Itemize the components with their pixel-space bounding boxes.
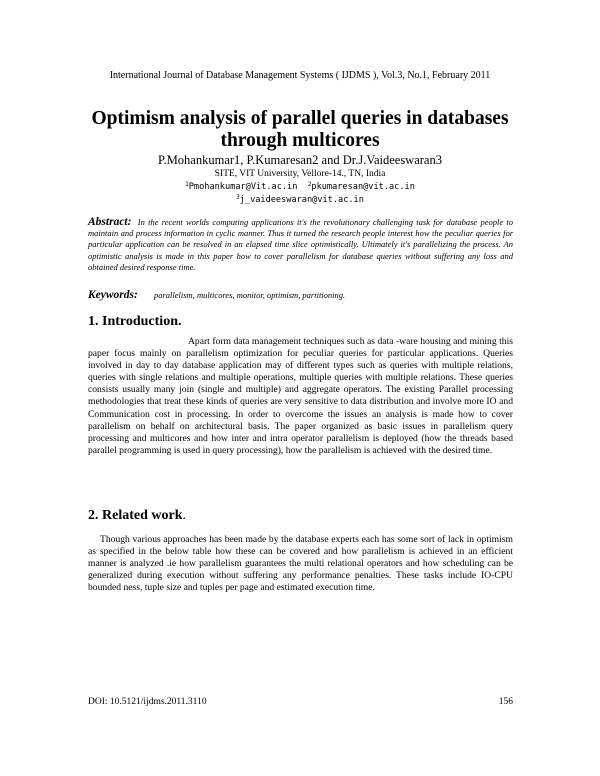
paper-title: Optimism analysis of parallel queries in databases through multicores bbox=[91, 108, 509, 151]
related-work-heading-dot: . bbox=[182, 508, 186, 523]
introduction-text: Apart form data management techniques such as data -ware housing and mining this paper focus mainly on parallelism optimization for peculiar queries for particular applications. Queries involved in day to day database application may of different types such as queries with multiple relations, queries with single relations and multiple operations, multiple queries with multiple relations. These queries consists usually many join (single and multiple) and aggregate operators. The existing Parallel processing methodologies that treat these kinds of queries are very sensitive to data distribution and involve more IO and Communication cost in processing. In order to overcome the issues an analysis is made how to cover parallelism on behalf on architectural basis. The paper organized as basic issues in parallelism query processing and multicores and how inter and intra operator parallelism is deployed (how the threads based parallel programming is used in query processing), how the parallelism is achieved with the desired time. bbox=[88, 336, 513, 456]
email-1[interactable]: Pmohankumar@Vit.ac.in bbox=[188, 182, 298, 192]
author-emails-line-1 bbox=[0, 181, 600, 192]
page-number: 156 bbox=[498, 697, 513, 707]
journal-header: International Journal of Database Management Systems ( IJDMS ), Vol.3, No.1, February 2011 bbox=[109, 70, 491, 81]
affiliation: SITE, VIT University, Vellore-14., TN, India bbox=[214, 169, 386, 179]
author-list: P.Mohankumar1, P.Kumaresan2 and Dr.J.Vaideeswaran3 bbox=[158, 153, 442, 167]
section-heading-introduction: 1. Introduction. bbox=[88, 314, 182, 329]
related-work-paragraph bbox=[88, 534, 513, 594]
email-superscript-1: 1 bbox=[185, 181, 189, 188]
keywords-text: parallelism, multicores, monitor, optimism, partitioning. bbox=[153, 290, 346, 300]
keywords bbox=[88, 289, 518, 301]
introduction-paragraph bbox=[88, 336, 513, 457]
section-heading-related-work bbox=[88, 508, 186, 524]
email-superscript-3: 3 bbox=[236, 194, 240, 201]
abstract-text: In the recent worlds computing applications it's the revolutionary challenging task for database people to maintain and process information in cyclic manner. Thus it turned the research people interest how the peculiar queries for particular application can be resolved in an elapsed time slice optimistically. Ultimately it's parallelizing the process. An optimistic analysis is made in this paper how to cover parallelism for database queries without suffering any loss and obtained desired response time. bbox=[88, 217, 513, 272]
email-3[interactable]: j_vaideeswaran@vit.ac.in bbox=[239, 195, 364, 205]
abstract bbox=[88, 217, 513, 273]
doi: DOI: 10.5121/ijdms.2011.3110 bbox=[88, 697, 207, 707]
abstract-label: Abstract: bbox=[88, 216, 132, 228]
author-emails-line-2 bbox=[0, 194, 600, 205]
related-work-text: Though various approaches has been made by the database experts each has some sort of lack in optimism as specified in the below table how these can be covered and how parallelism is achieved in an efficient manner is analyzed .ie how parallelism guarantees the multi relational operators and how scheduling can be generalized during execution without suffering any performance penalties. These tasks include IO-CPU bounded ness, tuple size and tuples per page and estimated execution time. bbox=[88, 534, 513, 594]
keywords-label: Keywords: bbox=[88, 289, 138, 301]
related-work-heading-text: 2. Related work bbox=[88, 508, 183, 523]
email-2[interactable]: pkumaresan@vit.ac.in bbox=[311, 182, 415, 192]
email-superscript-2: 2 bbox=[307, 181, 312, 188]
